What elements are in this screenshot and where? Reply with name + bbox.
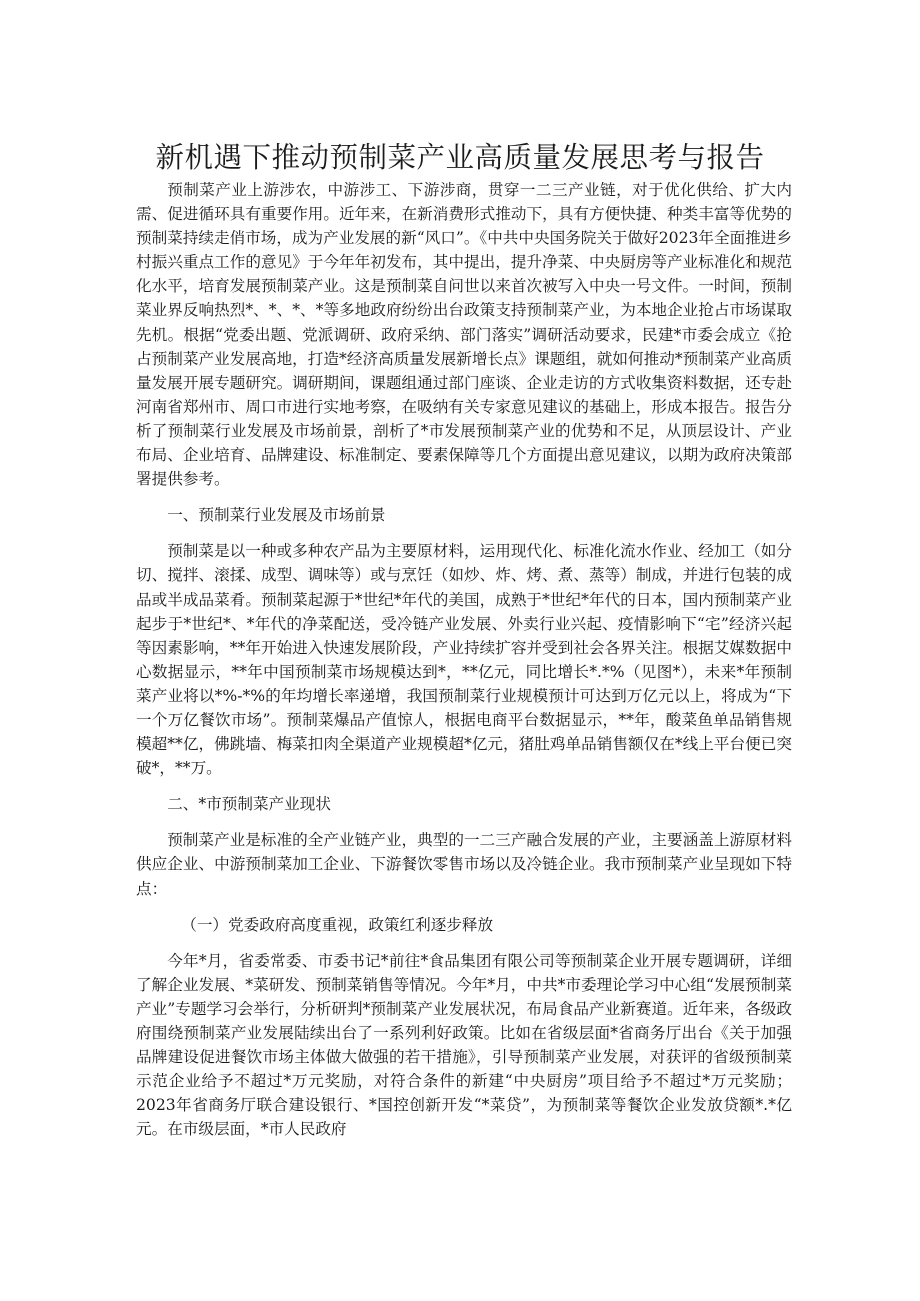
document-title: 新机遇下推动预制菜产业高质量发展思考与报告 bbox=[155, 141, 765, 174]
section-1-paragraph: 预制菜是以一种或多种农产品为主要原材料，运用现代化、标准化流水作业、经加工（如分切、搅拌、滚揉、成型、调味等）或与烹饪（如炒、炸、烤、煮、蒸等）制成，并进行包装的成品或半成品菜肴。预制菜起源于*世纪*年代的美国，成熟于*世纪*年代的日本，国内预制菜产业起步于*世纪*、*年代的净菜配送，受冷链产业发展、外卖行业兴起、疫情影响下“宅”经济兴起等因素影响，**年开始进入快速发展阶段，产业持续扩容并受到社会各界关注。根据艾媒数据中心数据显示，**年中国预制菜市场规模达到*，**亿元，同比增长*.*%（见图*），未来*年预制菜产业将以*%-*%的年均增长率递增，我国预制菜行业规模预计可达到万亿元以上，将成为“下一个万亿餐饮市场”。预制菜爆品产值惊人，根据电商平台数据显示，**年，酸菜鱼单品销售规模超**亿，佛跳墙、梅菜扣肉全渠道产业规模超*亿元，猪肚鸡单品销售额仅在*线上平台便已突破*，**万。 bbox=[136, 542, 792, 778]
subsection-1-heading: （一）党委政府高度重视，政策红利逐步释放 bbox=[181, 915, 494, 934]
document-body bbox=[136, 178, 792, 1141]
intro-paragraph: 预制菜产业上游涉农，中游涉工、下游涉商，贯穿一二三产业链，对于优化供给、扩大内需、促进循环具有重要作用。近年来，在新消费形式推动下，具有方便快捷、种类丰富等优势的预制菜持续走俏市场，成为产业发展的新“风口”。《中共中央国务院关于做好2023年全面推进乡村振兴重点工作的意见》于今年年初发布，其中提出，提升净菜、中央厨房等产业标准化和规范化水平，培育发展预制菜产业。这是预制菜自问世以来首次被写入中央一号文件。一时间，预制菜业界反响热烈*、*、*、*等多地政府纷纷出台政策支持预制菜产业，为本地企业抢占市场谋取先机。根据“党委出题、党派调研、政府采纳、部门落实”调研活动要求，民建*市委会成立《抢占预制菜产业发展高地，打造*经济高质量发展新增长点》课题组，就如何推动*预制菜产业高质量发展开展专题研究。调研期间，课题组通过部门座谈、企业走访的方式收集资料数据，还专赴河南省郑州市、周口市进行实地考察，在吸纳有关专家意见建议的基础上，形成本报告。报告分析了预制菜行业发展及市场前景，剖析了*市发展预制菜产业的优势和不足，从顶层设计、产业布局、企业培育、品牌建设、标准制定、要素保障等几个方面提出意见建议，以期为政府决策部署提供参考。 bbox=[136, 181, 792, 489]
subsection-1-paragraph: 今年*月，省委常委、市委书记*前往*食品集团有限公司等预制菜企业开展专题调研，详细了解企业发展、*菜研发、预制菜销售等情况。今年*月，中共*市委理论学习中心组“发展预制菜产业”专题学习会举行，分析研判*预制菜产业发展状况，布局食品产业新赛道。近年来，各级政府围绕预制菜产业发展陆续出台了一系列利好政策。比如在省级层面*省商务厅出台《关于加强品牌建设促进餐饮市场主体做大做强的若干措施》，引导预制菜产业发展，对获评的省级预制菜示范企业给予不超过*万元奖励，对符合条件的新建“中央厨房”项目给予不超过*万元奖励；2023年省商务厅联合建设银行、*国控创新开发“*菜贷”，为预制菜等餐饮企业发放贷额*.*亿元。在市级层面，*市人民政府 bbox=[136, 951, 792, 1139]
section-2-heading: 二、*市预制菜产业现状 bbox=[167, 795, 331, 814]
section-1-heading: 一、预制菜行业发展及市场前景 bbox=[167, 506, 386, 525]
section-2-paragraph: 预制菜产业是标准的全产业链产业，典型的一二三产融合发展的产业，主要涵盖上游原材料供应企业、中游预制菜加工企业、下游餐饮零售市场以及冷链企业。我市预制菜产业呈现如下特点： bbox=[136, 831, 792, 898]
